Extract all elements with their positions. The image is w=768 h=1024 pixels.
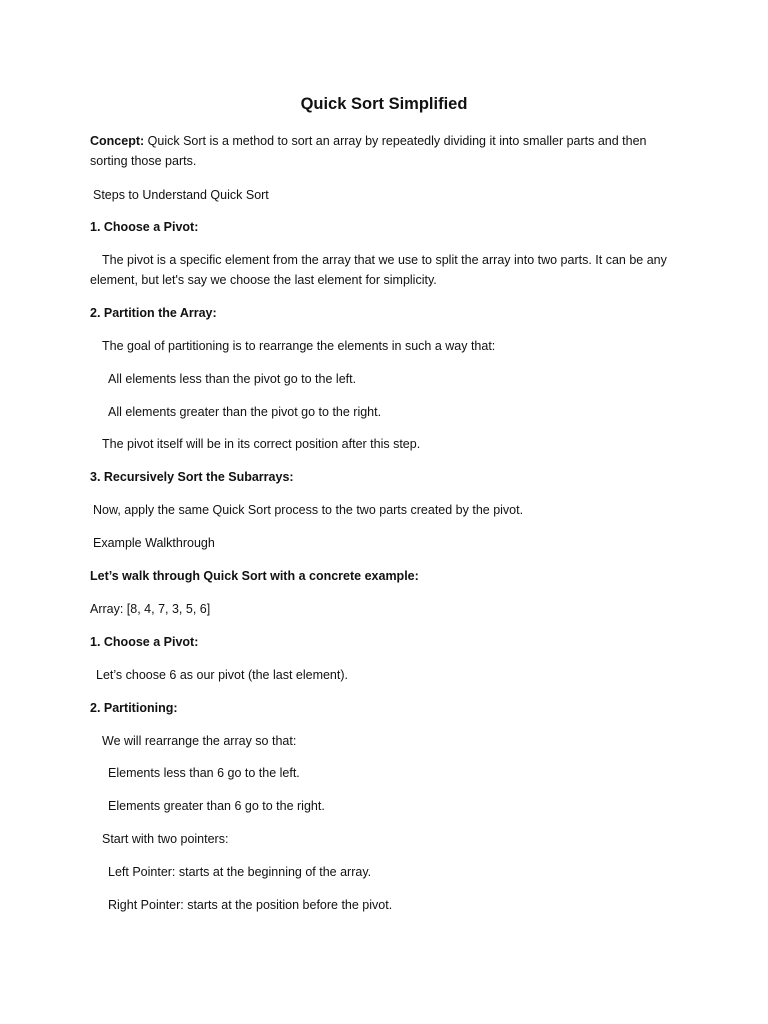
example-intro: Let’s walk through Quick Sort with a concrete example: — [90, 569, 419, 583]
step1-text: The pivot is a specific element from the array that we use to split the array into two parts. It can be any element, but let's say we choose the last element for simplicity. — [90, 253, 667, 287]
example-step2-heading: 2. Partitioning: — [90, 701, 178, 715]
step2-bullet-left: All elements less than the pivot go to the left. — [108, 372, 357, 386]
step3-text: Now, apply the same Quick Sort process to the two parts created by the pivot. — [93, 503, 524, 517]
step2-bullet-right: All elements greater than the pivot go to the right. — [108, 405, 382, 419]
step2-after: The pivot itself will be in its correct position after this step. — [102, 437, 421, 451]
example-step2-text: We will rearrange the array so that: — [102, 734, 297, 748]
concept-paragraph — [90, 131, 670, 171]
example-step2-bullet-left: Elements less than 6 go to the left. — [108, 766, 300, 780]
steps-heading: Steps to Understand Quick Sort — [93, 188, 269, 202]
step2-heading: 2. Partition the Array: — [90, 306, 217, 320]
concept-label: Concept: — [90, 134, 145, 148]
example-step2-bullet-right: Elements greater than 6 go to the right. — [108, 799, 325, 813]
example-step1-heading: 1. Choose a Pivot: — [90, 635, 199, 649]
example-step1-text: Let’s choose 6 as our pivot (the last element). — [96, 668, 348, 682]
concept-text: Quick Sort is a method to sort an array by repeatedly dividing it into smaller parts and then sorting those parts. — [90, 134, 647, 168]
array-line: Array: [8, 4, 7, 3, 5, 6] — [90, 602, 211, 616]
step1-heading: 1. Choose a Pivot: — [90, 220, 199, 234]
example-heading: Example Walkthrough — [93, 536, 215, 550]
step3-heading: 3. Recursively Sort the Subarrays: — [90, 470, 294, 484]
right-pointer-text: Right Pointer: starts at the position before the pivot. — [108, 898, 393, 912]
document-title: Quick Sort Simplified — [300, 95, 468, 113]
left-pointer-text: Left Pointer: starts at the beginning of the array. — [108, 865, 372, 879]
pointers-intro: Start with two pointers: — [102, 832, 229, 846]
step2-text: The goal of partitioning is to rearrange the elements in such a way that: — [102, 339, 496, 353]
